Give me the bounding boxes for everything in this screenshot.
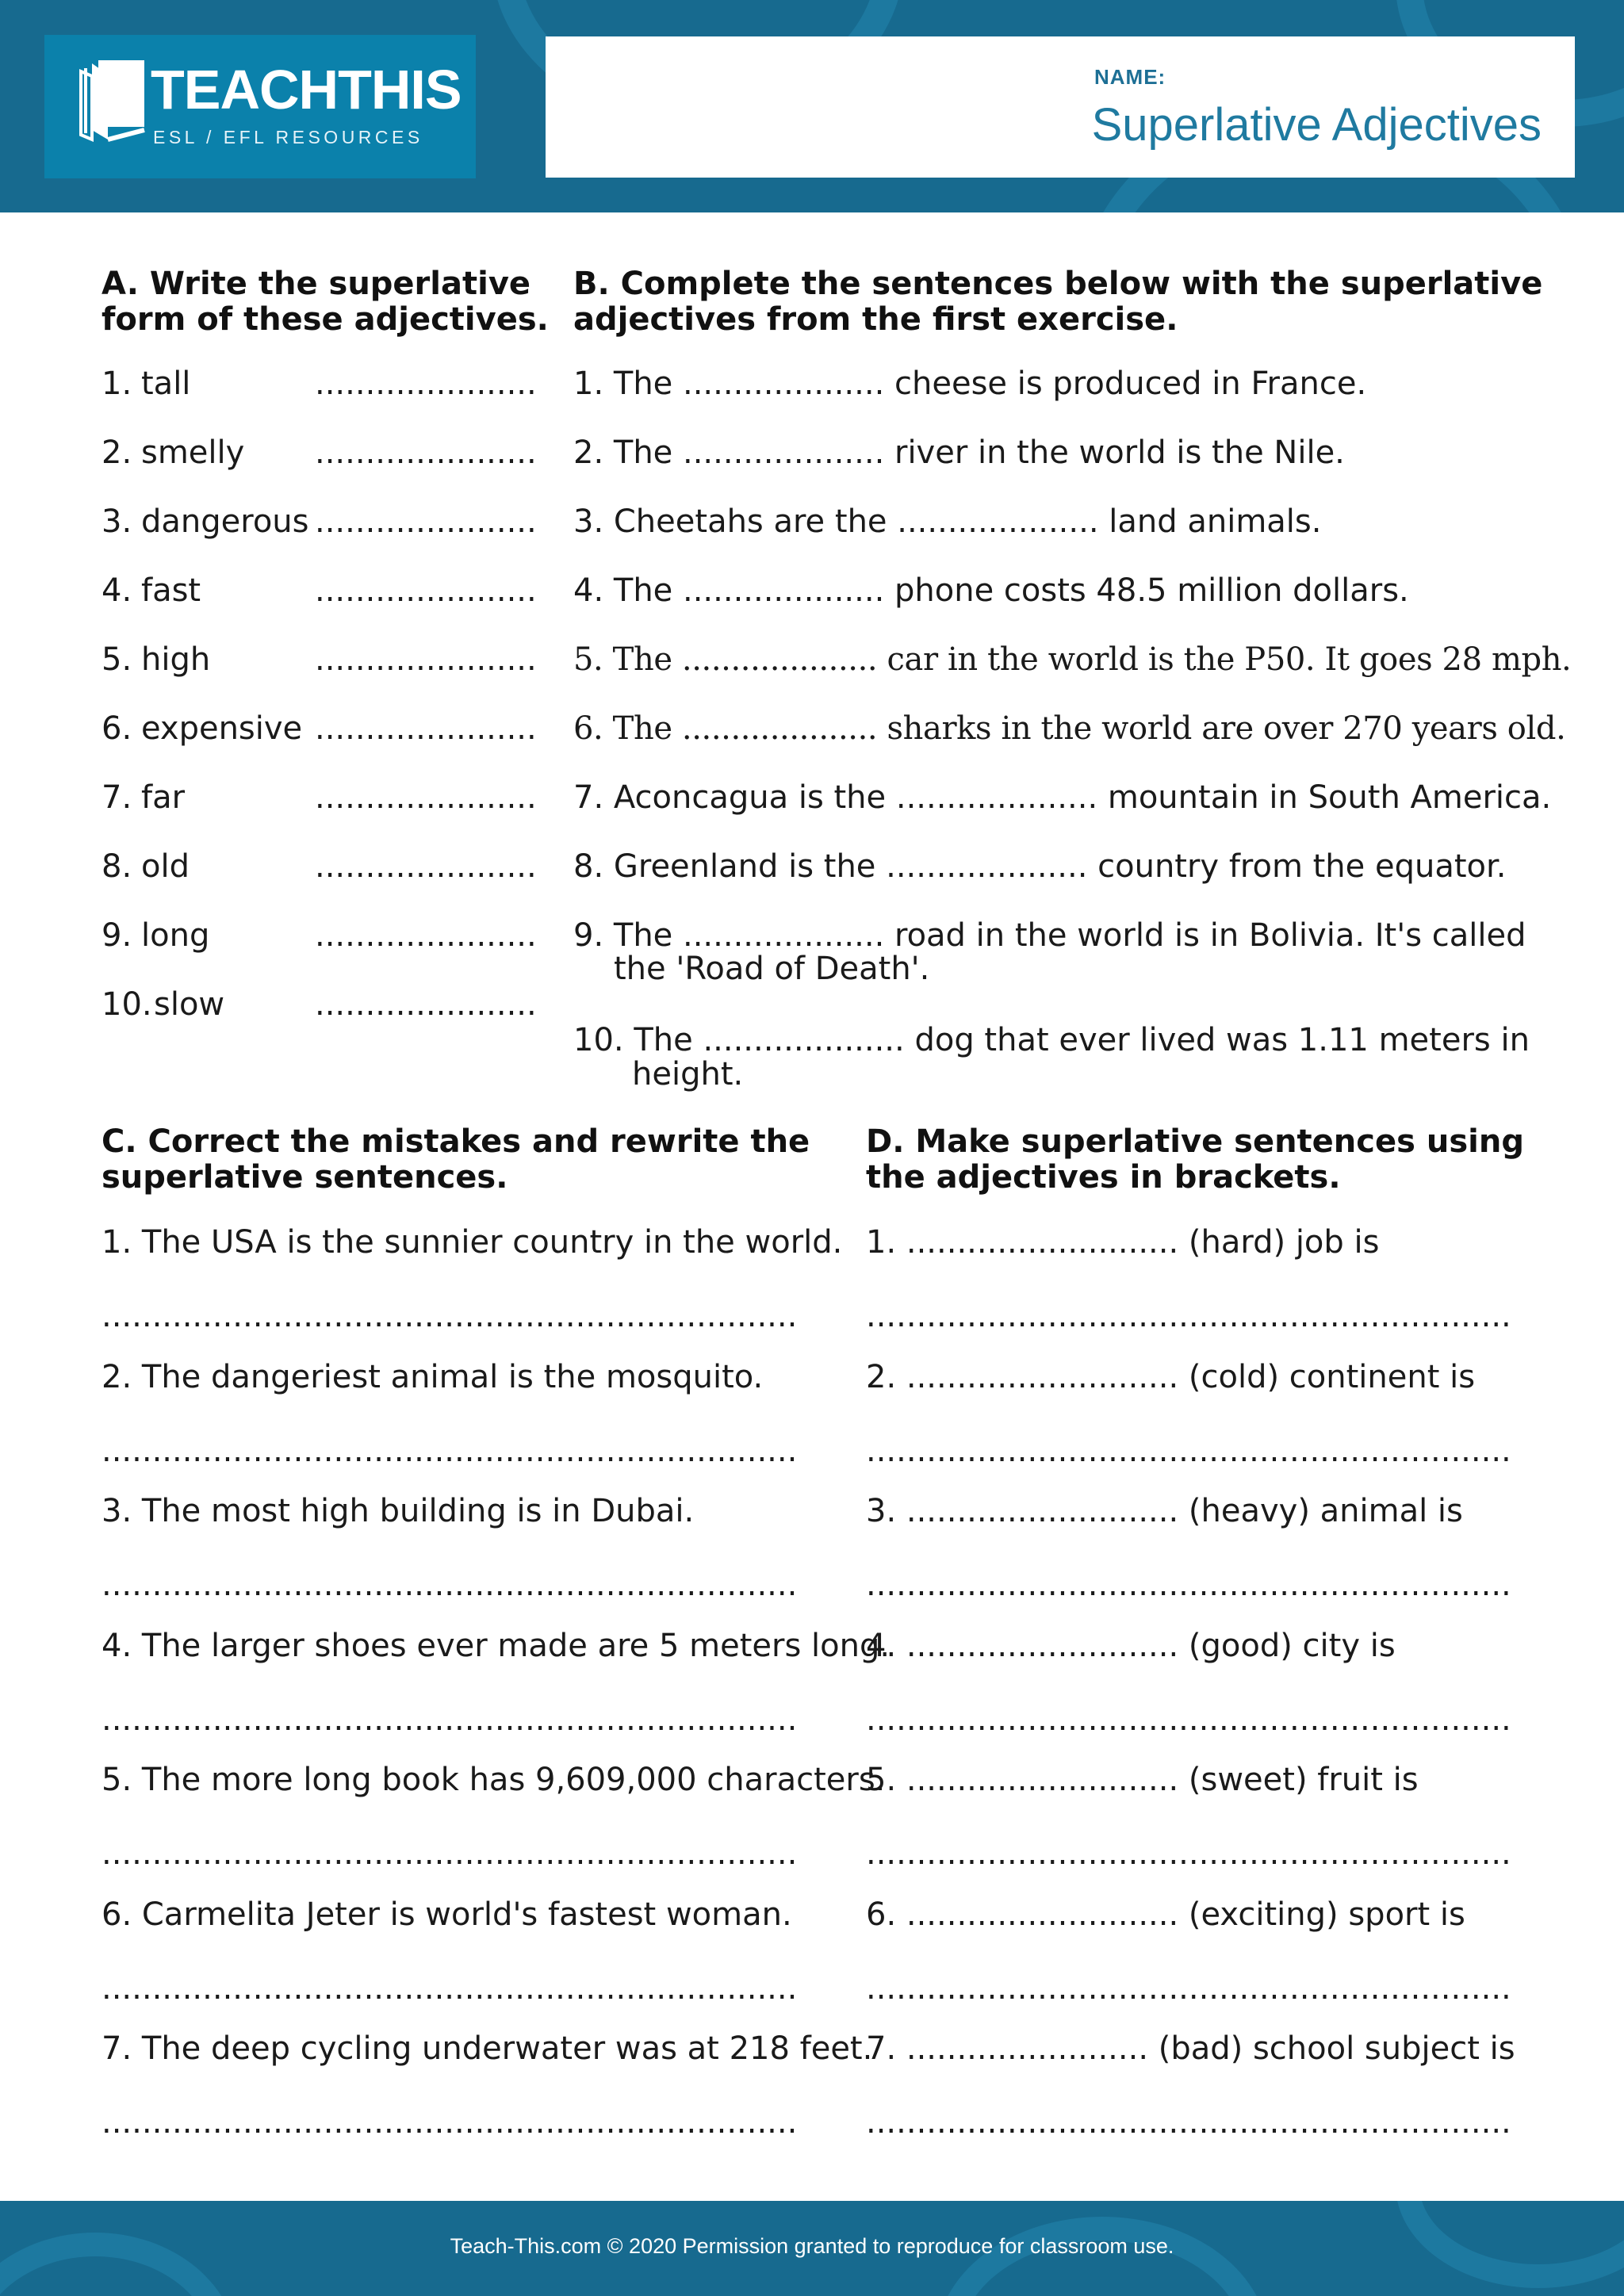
answer-line[interactable]: ..................................................................... [102, 1567, 798, 1603]
adjective-word: slow [154, 986, 225, 1023]
answer-line[interactable]: ................................................................ [866, 1567, 1511, 1603]
section-a-title-line: A. Write the superlative [102, 266, 531, 302]
page-title: Superlative Adjectives [1091, 99, 1542, 151]
adjective-item: 4. [102, 572, 132, 609]
name-label: NAME: [1094, 65, 1166, 89]
adjective-item: 5. [102, 641, 132, 678]
section-d-title [866, 1124, 1524, 1196]
answer-blank[interactable]: ...................... [315, 779, 537, 816]
prompt-sentence: 1. ........................... (hard) job is [866, 1224, 1380, 1261]
brand-name: TEACHTHIS [151, 59, 462, 121]
answer-blank[interactable]: ...................... [315, 917, 537, 954]
answer-line[interactable]: ................................................................ [866, 2104, 1511, 2141]
footer-banner [0, 2201, 1624, 2296]
list-item: 6. The .................... sharks in the world are over 270 years old. [573, 710, 1566, 747]
section-c-title [102, 1124, 810, 1196]
answer-line[interactable]: ..................................................................... [102, 1835, 798, 1872]
section-b-title [573, 266, 1542, 338]
adjective-word: old [141, 848, 190, 885]
list-item: 8. Greenland is the .................... country from the equator. [573, 848, 1507, 885]
answer-line[interactable]: ................................................................ [866, 1298, 1511, 1334]
adjective-word: smelly [141, 434, 245, 471]
answer-line[interactable]: ................................................................ [866, 1969, 1511, 2007]
answer-blank[interactable]: ...................... [315, 641, 537, 678]
correction-sentence: 1. The USA is the sunnier country in the world. [102, 1224, 843, 1261]
list-item: 3. Cheetahs are the .................... land animals. [573, 503, 1322, 540]
prompt-sentence: 4. ........................... (good) city is [866, 1627, 1396, 1664]
answer-line[interactable]: ..................................................................... [102, 1298, 798, 1334]
list-item-continuation: height. [632, 1056, 744, 1093]
list-item: 2. The .................... river in the world is the Nile. [573, 434, 1345, 471]
section-d-title-line: D. Make superlative sentences using [866, 1123, 1524, 1160]
section-d-title-line: the adjectives in brackets. [866, 1159, 1341, 1196]
brand-logo [44, 35, 476, 178]
brand-tagline: ESL / EFL RESOURCES [153, 127, 423, 147]
correction-sentence: 4. The larger shoes ever made are 5 meters long. [102, 1627, 891, 1664]
answer-blank[interactable]: ...................... [315, 503, 537, 540]
adjective-item: 8. [102, 848, 132, 885]
list-item: 5. The .................... car in the world is the P50. It goes 28 mph. [573, 641, 1572, 678]
answer-line[interactable]: ................................................................ [866, 1835, 1511, 1872]
prompt-sentence: 3. ........................... (heavy) animal is [866, 1493, 1463, 1529]
section-b-title-line: adjectives from the first exercise. [573, 301, 1178, 338]
adjective-word: high [141, 641, 211, 678]
adjective-item: 1. [102, 365, 132, 402]
footer-copyright: Teach-This.com © 2020 Permission granted to reproduce for classroom use. [450, 2234, 1174, 2258]
section-c-title-line: superlative sentences. [102, 1159, 508, 1196]
adjective-word: tall [141, 365, 191, 402]
section-a-title-line: form of these adjectives. [102, 301, 549, 338]
list-item: 1. The .................... cheese is produced in France. [573, 365, 1367, 402]
prompt-sentence: 2. ........................... (cold) continent is [866, 1358, 1476, 1395]
adjective-item: 10. [102, 986, 152, 1023]
adjective-item: 9. [102, 917, 132, 954]
adjective-word: expensive [141, 710, 303, 747]
adjective-item: 7. [102, 779, 132, 816]
prompt-sentence: 5. ........................... (sweet) fruit is [866, 1762, 1419, 1798]
answer-blank[interactable]: ...................... [315, 365, 537, 402]
answer-blank[interactable]: ...................... [315, 710, 537, 747]
answer-line[interactable]: ................................................................ [866, 1701, 1511, 1738]
section-c-title-line: C. Correct the mistakes and rewrite the [102, 1123, 810, 1160]
answer-blank[interactable]: ...................... [315, 434, 537, 471]
correction-sentence: 7. The deep cycling underwater was at 218 feet. [102, 2030, 873, 2067]
header-banner [0, 0, 1624, 212]
correction-sentence: 3. The most high building is in Dubai. [102, 1493, 695, 1529]
prompt-sentence: 6. ........................... (exciting) sport is [866, 1896, 1465, 1933]
list-item: 10. The .................... dog that ever lived was 1.11 meters in [573, 1022, 1530, 1058]
adjective-word: far [141, 779, 186, 816]
answer-blank[interactable]: ...................... [315, 986, 537, 1023]
answer-blank[interactable]: ...................... [315, 572, 537, 609]
answer-line[interactable]: ................................................................ [866, 1432, 1511, 1469]
list-item-continuation: the 'Road of Death'. [614, 951, 930, 987]
section-b-title-line: B. Complete the sentences below with the superlative [573, 266, 1543, 302]
adjective-item: 6. [102, 710, 132, 747]
book-icon [76, 57, 149, 144]
correction-sentence: 6. Carmelita Jeter is world's fastest woman. [102, 1896, 792, 1933]
list-item: 7. Aconcagua is the .................... mountain in South America. [573, 779, 1552, 816]
adjective-item: 3. [102, 503, 132, 540]
prompt-sentence: 7. ........................ (bad) school subject is [866, 2030, 1515, 2067]
answer-line[interactable]: ..................................................................... [102, 2104, 798, 2141]
adjective-word: fast [141, 572, 201, 609]
answer-blank[interactable]: ...................... [315, 848, 537, 885]
adjective-word: long [141, 917, 210, 954]
correction-sentence: 5. The more long book has 9,609,000 characters. [102, 1762, 886, 1798]
answer-line[interactable]: ..................................................................... [102, 1969, 798, 2007]
list-item: 9. The .................... road in the world is in Bolivia. It's called [573, 917, 1526, 954]
section-a-title [102, 266, 549, 338]
name-box [546, 36, 1575, 178]
answer-line[interactable]: ..................................................................... [102, 1432, 798, 1469]
adjective-item: 2. [102, 434, 132, 471]
list-item: 4. The .................... phone costs 48.5 million dollars. [573, 572, 1409, 609]
adjective-word: dangerous [141, 503, 309, 540]
correction-sentence: 2. The dangeriest animal is the mosquito. [102, 1358, 764, 1395]
answer-line[interactable]: ..................................................................... [102, 1701, 798, 1738]
